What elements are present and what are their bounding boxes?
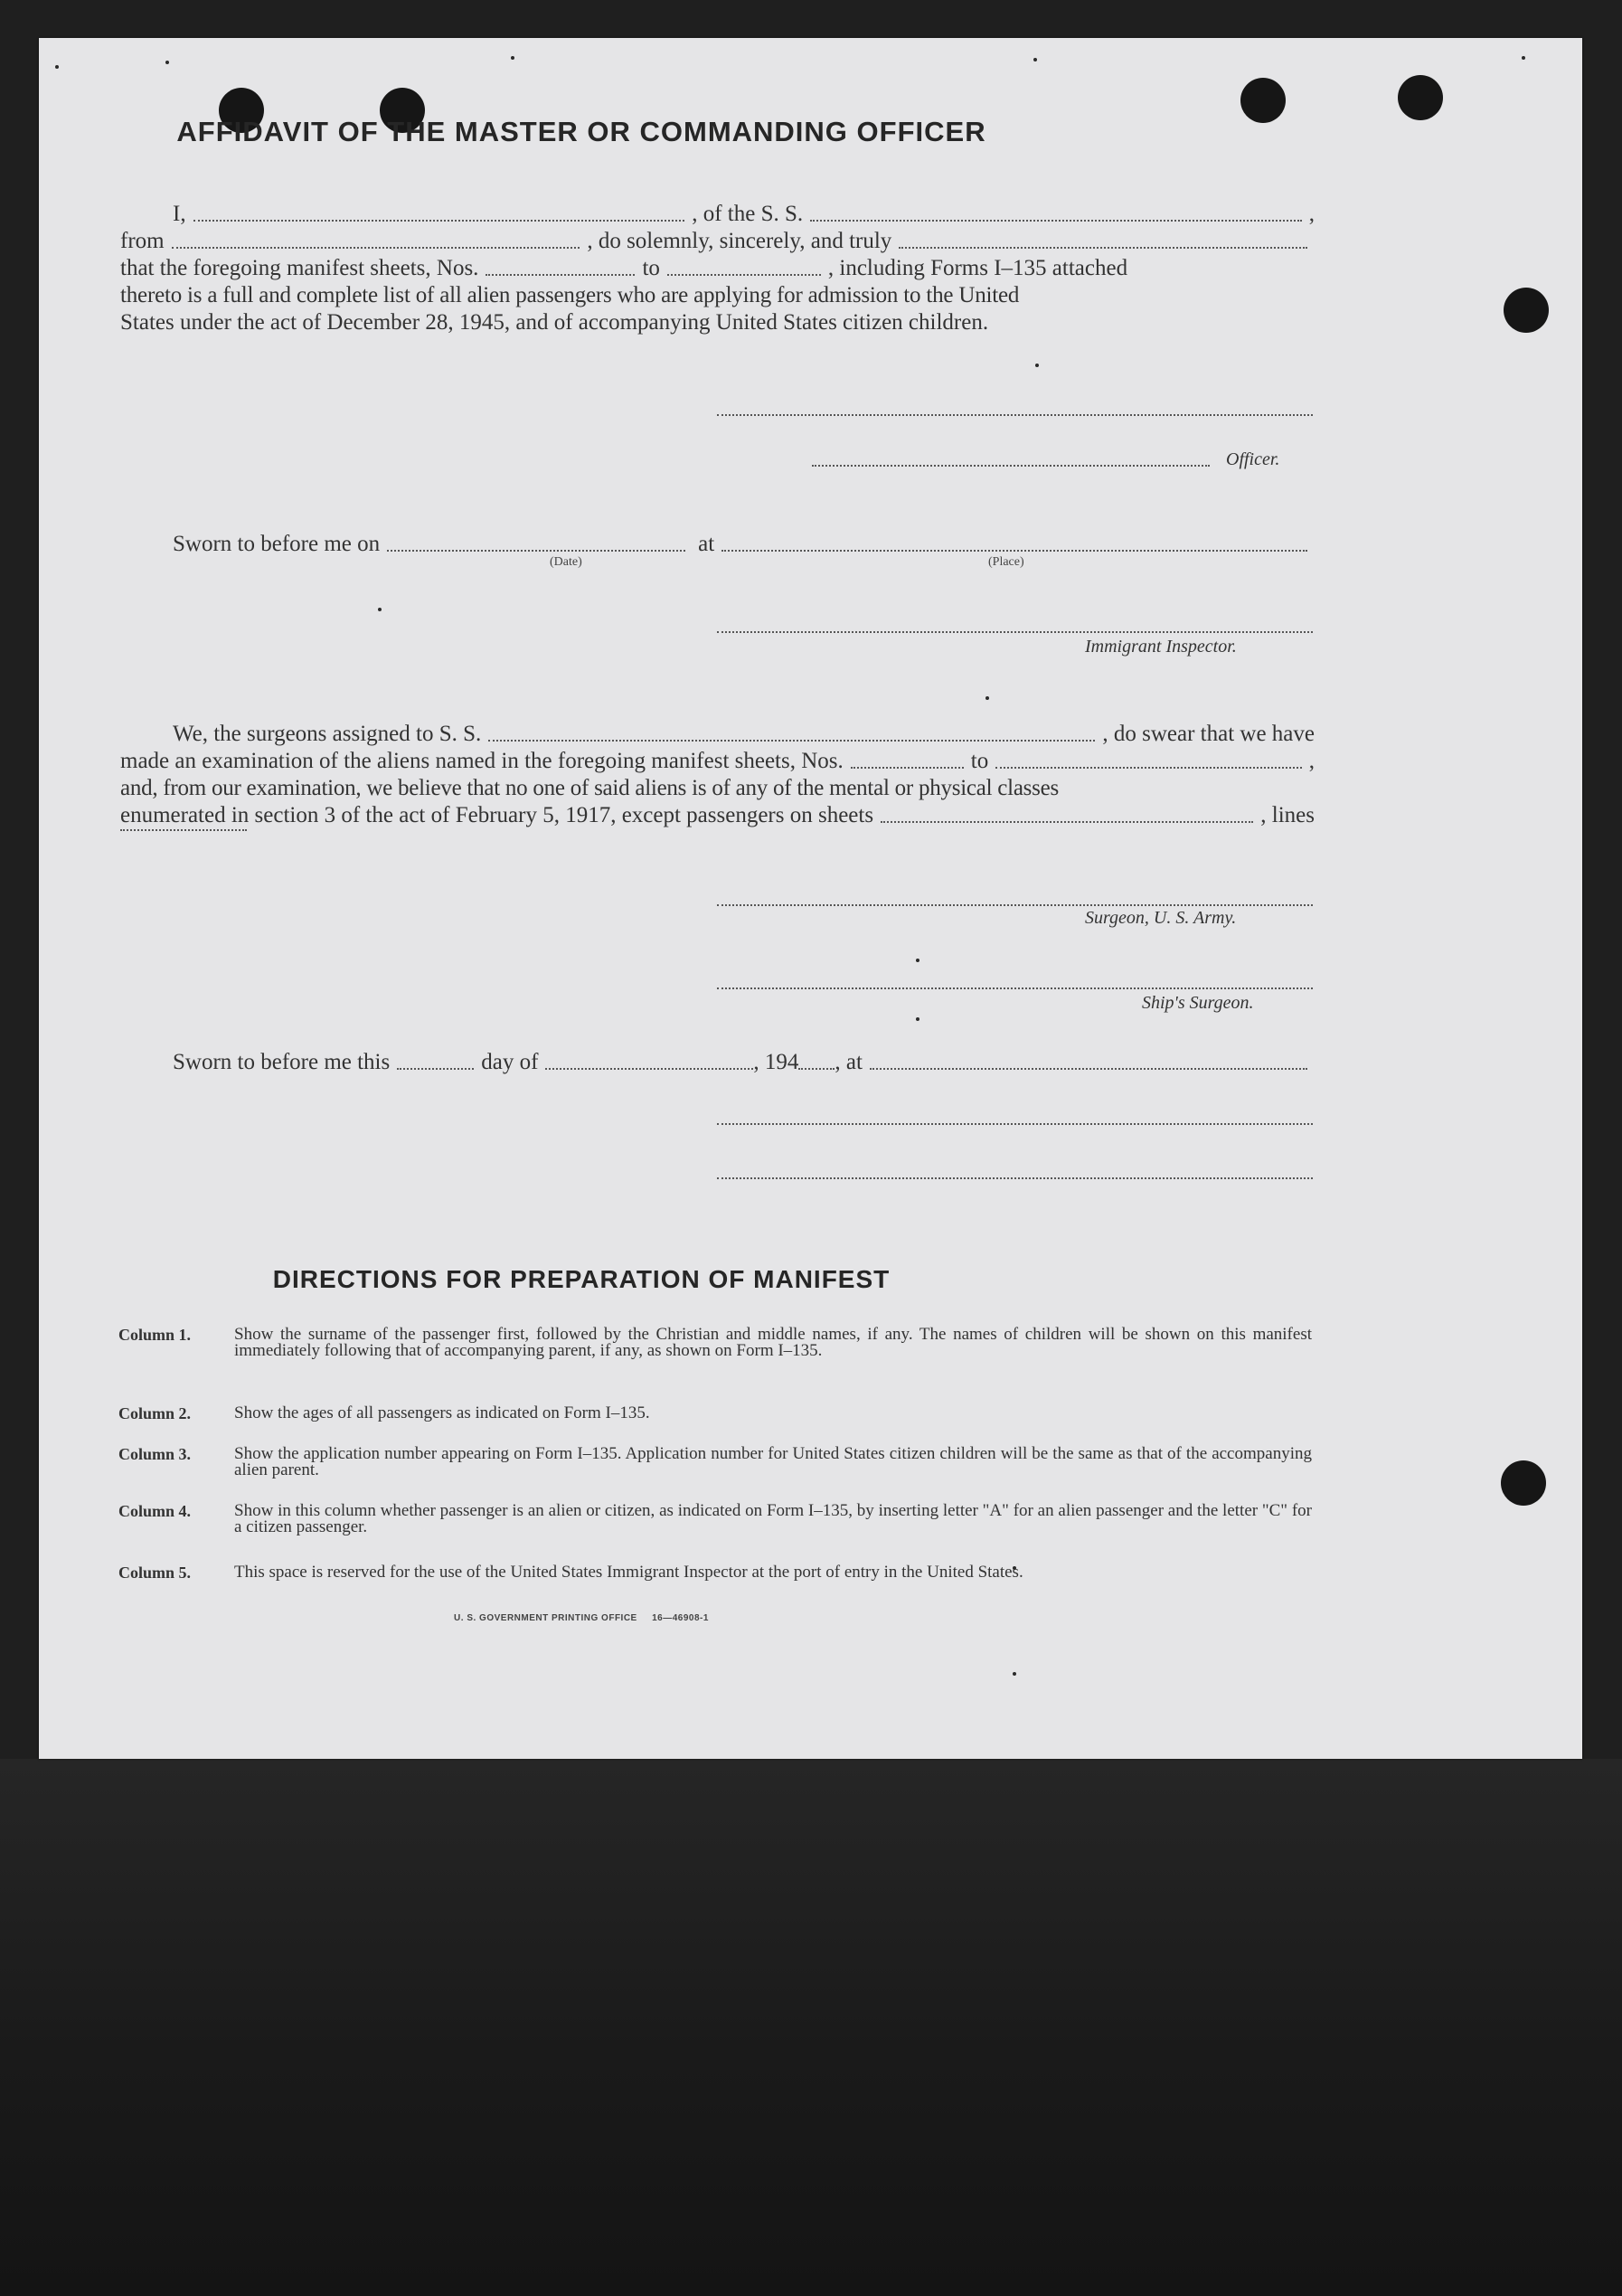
gpo-footer: U. S. GOVERNMENT PRINTING OFFICE 16—46908-1 [454, 1613, 709, 1623]
except-lines-field[interactable] [120, 829, 247, 831]
punch-hole [1240, 78, 1286, 123]
sheets-to-field[interactable] [667, 274, 821, 276]
scan-speck [1033, 58, 1037, 61]
sworn-place-field[interactable] [721, 550, 1307, 552]
scan-background [0, 1759, 1622, 2296]
scan-speck [1035, 364, 1039, 367]
scan-speck [165, 61, 169, 64]
sworn-date-place: Sworn to before me on at [120, 531, 1315, 558]
except-sheets-field[interactable] [881, 821, 1253, 823]
departure-port-field[interactable] [172, 247, 580, 249]
direction-column-5: Column 5. This space is reserved for the use of the United States Immigrant Inspector at the port of entry in the United States. [118, 1563, 1023, 1582]
scan-speck [916, 1017, 919, 1021]
exam-sheets-to-field[interactable] [995, 767, 1302, 769]
date-caption: (Date) [550, 555, 582, 569]
army-surgeon-signature-line[interactable] [717, 904, 1313, 906]
sworn-year-field[interactable] [798, 1068, 835, 1070]
army-surgeon-caption: Surgeon, U. S. Army. [1085, 908, 1237, 928]
oath-field[interactable] [899, 247, 1307, 249]
direction-column-2: Column 2. Show the ages of all passengers as indicated on Form I–135. [118, 1403, 650, 1422]
ship-name-field[interactable] [810, 220, 1302, 222]
officer-signature-line-1[interactable] [717, 414, 1313, 416]
directions-title: DIRECTIONS FOR PREPARATION OF MANIFEST [272, 1265, 891, 1293]
direction-column-4: Column 4. Show in this column whether passenger is an alien or citizen, as indicated on Form I–135, by inserting letter "A" for an alien passenger and the letter "C" for a citizen passenger. [118, 1501, 1312, 1536]
scan-speck [511, 56, 514, 60]
punch-hole [1398, 75, 1443, 120]
sworn-day-field[interactable] [397, 1068, 474, 1070]
official-signature-line-1[interactable] [717, 1123, 1313, 1125]
inspector-caption: Immigrant Inspector. [1085, 637, 1237, 657]
form-sheet [39, 38, 1582, 1759]
scan-speck [916, 959, 919, 962]
direction-column-1: Column 1. Show the surname of the passenger first, followed by the Christian and middle names, if any. The names of children will be shown on this manifest immediately following that of accompanying parent, if any, as shown on Form I–135. [118, 1325, 1312, 1360]
ship-surgeon-signature-line[interactable] [717, 987, 1313, 989]
punch-hole [1504, 288, 1549, 333]
officer-signature-line-2[interactable] [812, 465, 1210, 467]
surgeon-ship-name-field[interactable] [488, 740, 1095, 742]
inspector-signature-line[interactable] [717, 631, 1313, 633]
official-signature-line-2[interactable] [717, 1177, 1313, 1179]
place-caption: (Place) [988, 555, 1024, 569]
scan-speck [378, 608, 382, 611]
sworn-month-field[interactable] [545, 1068, 753, 1070]
direction-column-3: Column 3. Show the application number appearing on Form I–135. Application number for United States citizen children will be the same as that of the accompanying alien parent. [118, 1444, 1312, 1479]
sheets-from-field[interactable] [486, 274, 635, 276]
scan-speck [985, 696, 989, 700]
scan-speck [1522, 56, 1525, 60]
punch-hole [1501, 1460, 1546, 1506]
affidavit-paragraph: I, , of the S. S. , from , do solemnly, sincerely, and truly that the foregoing manifest sheets, Nos. to , including Forms I–135 attached thereto is a full and complete list of all alien passengers who are applying for admission to the United States under the act of December 28, 1945, and of accompanying United States citizen children. [120, 202, 1316, 335]
sworn-location-field[interactable] [870, 1068, 1307, 1070]
scan-speck [55, 65, 59, 69]
surgeons-paragraph: We, the surgeons assigned to S. S. , do swear that we have made an examination of the aliens named in the foregoing manifest sheets, Nos. to , and, from our examination, we believe that no one of said aliens is of any of the mental or physical classes enumerated in section 3 of the act of February 5, 1917, except passengers on sheets , lines [120, 721, 1315, 837]
sworn-date-field[interactable] [387, 550, 685, 552]
exam-sheets-from-field[interactable] [851, 767, 964, 769]
affidavit-title: AFFIDAVIT OF THE MASTER OR COMMANDING OFFICER [176, 116, 986, 147]
master-name-field[interactable] [193, 220, 685, 222]
officer-caption: Officer. [1226, 449, 1280, 469]
ship-surgeon-caption: Ship's Surgeon. [1142, 993, 1254, 1013]
scan-speck [1013, 1672, 1016, 1676]
sworn-day-year: Sworn to before me this day of , 194 , at [120, 1049, 1315, 1076]
